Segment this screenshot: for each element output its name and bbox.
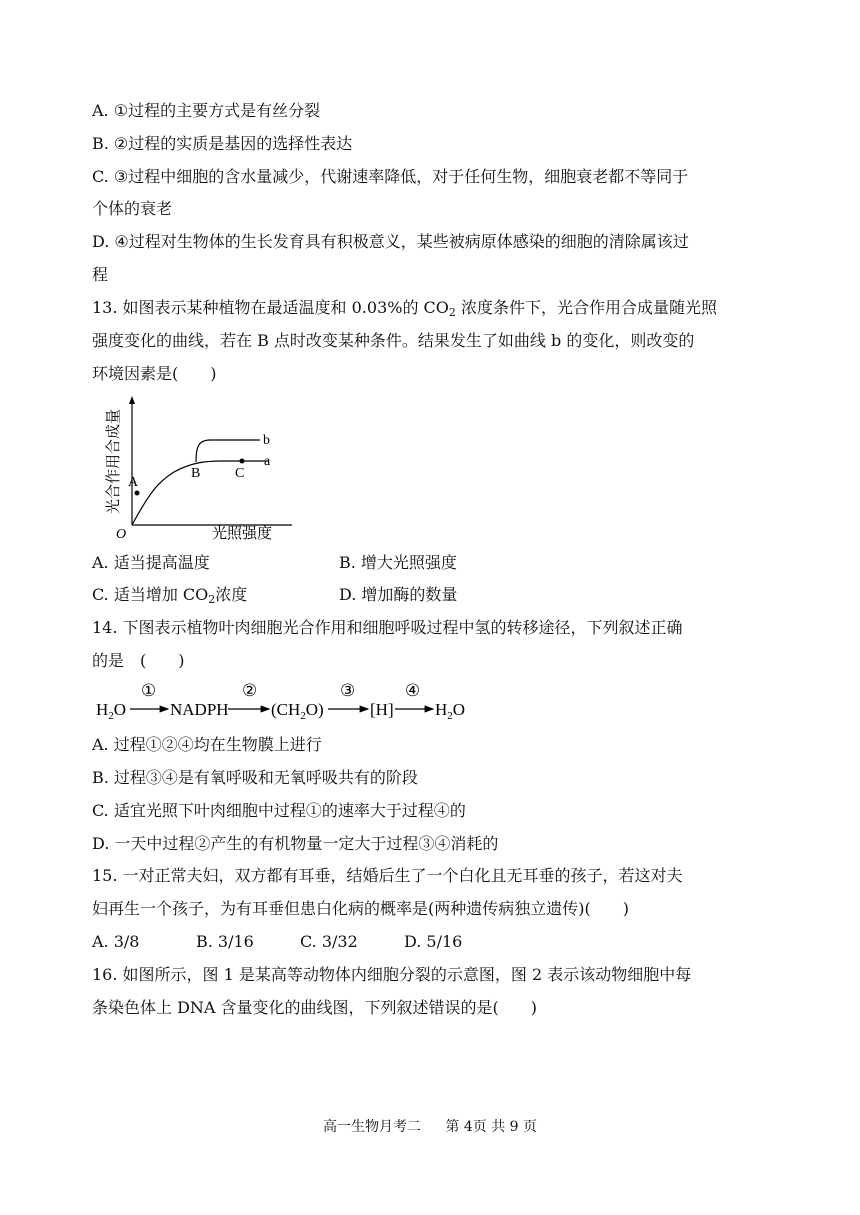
q13-options-row2 <box>92 585 457 605</box>
ch2o: $(CH_2O)$ <box>271 700 324 722</box>
q14-option-a: A. 过程①②④均在生物膜上进行 <box>92 735 322 754</box>
y-axis-arrow <box>129 396 135 404</box>
h-bracket: [H] <box>370 700 394 719</box>
h2o-start: $H_2O$ <box>96 700 127 722</box>
q14-stem-line2: 的是 ( ) <box>92 651 185 670</box>
q15-option-a: A. 3/8 <box>92 932 140 951</box>
point-a-label: A <box>128 475 139 490</box>
photosynthesis-graph <box>92 392 302 542</box>
q13-options-row1 <box>92 553 457 573</box>
q13-option-c <box>92 585 339 605</box>
q15-option-d: D. 5/16 <box>404 932 463 951</box>
q12-option-c-cont: 个体的衰老 <box>92 199 173 218</box>
q13-option-c-text: C. 适当增加 CO <box>92 585 209 604</box>
curve-a <box>132 461 269 525</box>
q13-stem-line2: 强度变化的曲线，若在 B 点时改变某种条件。结果发生了如曲线 b 的变化，则改变的 <box>92 331 695 350</box>
point-c-marker <box>240 459 245 464</box>
footer-course: 高一生物月考二 <box>322 1119 421 1135</box>
q15-option-c: C. 3/32 <box>300 932 358 951</box>
q13-option-d: D. 增加酶的数量 <box>339 585 458 604</box>
q13-option-b: B. 增大光照强度 <box>339 553 457 572</box>
curve-a-label: a <box>264 454 271 469</box>
q15-options <box>92 932 462 952</box>
point-c-label: C <box>235 466 245 481</box>
subscript: 2 <box>448 306 456 319</box>
x-axis-label: 光照强度 <box>212 526 273 542</box>
q13-option-a: A. 适当提高温度 <box>92 553 210 572</box>
step2-label: ② <box>242 681 258 700</box>
q14-option-c: C. 适宜光照下叶肉细胞中过程①的速率大于过程④的 <box>92 801 466 820</box>
h2o-end: $H_2O$ <box>435 700 466 722</box>
q13-option-c-text: 浓度 <box>215 585 248 604</box>
nadph: NADPH <box>170 700 229 719</box>
origin-label: O <box>116 527 127 542</box>
q12-option-a: A. ①过程的主要方式是有丝分裂 <box>92 101 321 120</box>
q12-option-c: C. ③过程中细胞的含水量减少，代谢速率降低，对于任何生物，细胞衰老都不等同于 <box>92 167 689 186</box>
point-b-label: B <box>191 466 201 481</box>
footer-page-number: 第 4页 共 9 页 <box>445 1119 538 1135</box>
q14-option-d: D. 一天中过程②产生的有机物量一定大于过程③④消耗的 <box>92 834 499 853</box>
curve-b <box>196 440 260 462</box>
q12-option-d-cont: 程 <box>92 265 109 284</box>
page-footer <box>0 1118 860 1136</box>
q15-stem-line1: 15. 一对正常夫妇，双方都有耳垂，结婚后生了一个白化且无耳垂的孩子，若这对夫 <box>92 866 683 885</box>
step4-label: ④ <box>405 681 421 700</box>
q16-stem-line2: 条染色体上 DNA 含量变化的曲线图，下列叙述错误的是( ) <box>92 998 538 1017</box>
subscript: 2 <box>208 593 216 606</box>
y-axis-label: 光合作用合成量 <box>106 408 122 514</box>
hydrogen-transfer-chain <box>92 680 492 724</box>
q13-stem-line1 <box>92 298 717 318</box>
q12-option-b: B. ②过程的实质是基因的选择性表达 <box>92 134 353 153</box>
q16-stem-line1: 16. 如图所示，图 1 是某高等动物体内细胞分裂的示意图，图 2 表示该动物细胞中每 <box>92 965 692 984</box>
point-a-marker <box>135 491 140 496</box>
step3-label: ③ <box>340 681 356 700</box>
q15-stem-line2: 妇再生一个孩子，为有耳垂但患白化病的概率是(两种遗传病独立遗传)( ) <box>92 899 629 918</box>
q14-option-b: B. 过程③④是有氧呼吸和无氧呼吸共有的阶段 <box>92 768 418 787</box>
q14-stem-line1: 14. 下图表示植物叶肉细胞光合作用和细胞呼吸过程中氢的转移途径，下列叙述正确 <box>92 618 683 637</box>
curve-b-label: b <box>263 433 270 448</box>
q13-stem-text: 13. 如图表示某种植物在最适温度和 0.03%的 CO <box>92 298 449 317</box>
step1-label: ① <box>141 681 157 700</box>
q12-option-d: D. ④过程对生物体的生长发育具有积极意义，某些被病原体感染的细胞的清除属该过 <box>92 232 689 251</box>
q15-option-b: B. 3/16 <box>196 932 254 951</box>
q13-stem-line3: 环境因素是( ) <box>92 364 217 383</box>
q13-stem-text: 浓度条件下，光合作用合成量随光照 <box>455 298 717 317</box>
